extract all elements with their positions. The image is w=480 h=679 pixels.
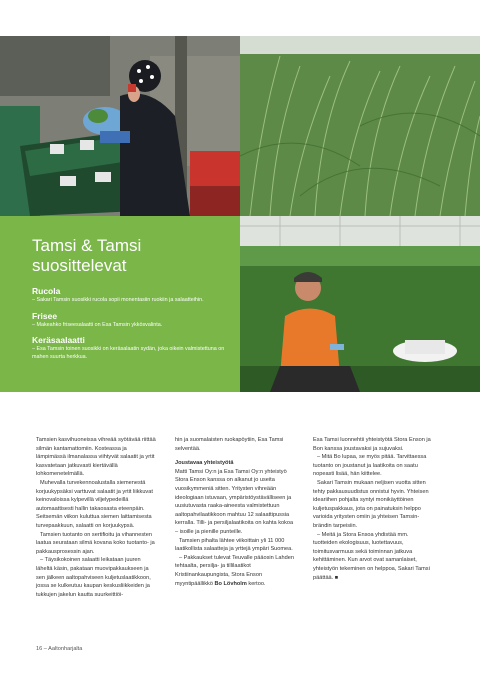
paragraph: Esa Tamsi luonnehtii yhteistyötä Stora Enson ja Bon kanssa joustavaksi ja sujuvaksi.	[313, 437, 431, 452]
panel-item-desc: – Sakari Tamsin suosikki rucola sopii monentasiin ruokiin ja salaatteihin.	[32, 297, 204, 303]
article-column-3	[313, 436, 433, 582]
paragraph-text: – Pakkaukset tulevat Teuvalle pääosin Lahden tehtaalta, persilja- ja tillilaatikot Kristiinankaupungista, Stora Enson myyntipäällikkö	[175, 554, 294, 587]
article-column-1	[36, 436, 156, 599]
person-name: Bo Lövholm	[214, 580, 247, 587]
paragraph: – Täysikokoinen salaatti leikataan juuren läheltä käsin, pakataan muovipakkaukseen ja sen jälkeen aaltopahviseen kuljetuslaatikkoon, jossa se kulkeutuu kaupan keskusliikkeiden ja tukkujen jakelun kautta suurkeittiöi-	[36, 557, 151, 598]
worker-illustration	[0, 36, 240, 216]
panel-item-desc: – Esa Tamsin toinen suosikki on keräsalaatin sydän, joka oikein valmistettuna on mahen suurta herkkua.	[32, 346, 225, 360]
paragraph: Matti Tamsi Oy:n ja Esa Tamsi Oy:n yhteistyö Stora Enson kanssa on alkanut jo useita vuosikymmeniä sitten. Yritysten vihreään ideologiaan istuvaan, ympäristöystävälliseen ja uusiutuvasta raaka-aineesta valmistettuun aaltopahvilaatikkoon mahtuu 12 salaattipussia kerralla. Tilli- ja persiljalaatikoita on kahta kokoa – isoille ja pienille punteille.	[175, 468, 294, 535]
fennel-illustration	[240, 36, 480, 216]
paragraph: Muhevalla turvekennoalustalla siemenestä korjuukypsäksi varttuvat salaatit ja yrtit liikkuvat keinovaloissa kylpevillä viljelypedeillä automaattisesti hallin takaosasta eteenpäin. Seitsemän viikon kuluttua siemen laittamisesta turvepaakkuun, salaatti on korjuukypsä.	[36, 479, 153, 529]
panel-title-line2: suosittelevat	[32, 256, 127, 275]
section-heading: Joustavaa yhteistyötä	[175, 460, 234, 467]
photo-fennel-field	[240, 36, 480, 216]
panel-item-kerasalaatti	[32, 335, 228, 361]
photo-woman-greenhouse	[240, 216, 480, 392]
panel-item-frisee	[32, 311, 228, 330]
panel-title	[32, 236, 228, 276]
page-footer: 16 – Aaltonharjalta	[36, 646, 83, 652]
panel-item-rucola	[32, 286, 228, 305]
paragraph: hin ja suomalaisten ruokapöytiin, Esa Tamsi selventää.	[175, 437, 284, 452]
photo-worker-packing-salad	[0, 36, 240, 216]
paragraph-tail: kertoo.	[248, 580, 266, 587]
panel-item-desc: – Makeahko friseesalaatti on Esa Tamsin ykkösvalinta.	[32, 321, 163, 328]
paragraph: Sakari Tamsin mukaan neljisen vuotta sitten tehty pakkausuudistus onnistui hyvin. Yhteisen ideariihen pohjalta syntyi monikäyttöinen kuljetuspakkaus, jota on painatuksin helppo varioida yritysten omiin ja yhteisen Tamsin-brändin tarpeisiin.	[313, 479, 429, 529]
paragraph: Tamsien pihalta lähtee viikoittain yli 11 000 laatikollista salaatteja ja yrttejä ympäri Suomea.	[175, 537, 293, 553]
panel-item-name: Frisee	[32, 310, 58, 321]
panel-item-name: Keräsaalaatti	[32, 335, 85, 345]
panel-title-line1: Tamsi & Tamsi	[32, 236, 142, 255]
paragraph: – Mitä Bo lupaa, se myös pitää. Tarvittaessa tuotanto on joustanut ja laatikoita on saatu nopeasti lisää, hän kiittelee.	[313, 454, 427, 478]
paragraph: Tamsien kasvihuoneissa vihreää syötävää riittää silmän kantamattomiin. Kosteassa ja lämpimässä ilmanalassa viihtyvät salaatit ja yrtit kasvatetaan jatkuvasti kiertävällä lohkomenetelmällä.	[36, 437, 156, 478]
panel-item-name: Rucola	[32, 286, 61, 296]
greenhouse-illustration	[240, 216, 480, 392]
paragraph: – Meitä ja Stora Ensoa yhdistää mm. tuotteiden ekologisuus, luotettavuus, toimitusvarmuus sekä toiminnan jatkuva kehittäminen. Kun arvot ovat samanlaiset, yhteistyön tekeminen on helppoa, Sakari Tamsi päättää. ■	[313, 531, 430, 581]
article-column-2	[175, 436, 295, 588]
recommendation-panel	[0, 216, 240, 392]
paragraph	[175, 554, 295, 588]
paragraph: Tamsien tuotanto on sertifioitu ja vihannesten laatua seurataan silmä kovana koko tuotanto- ja pakkausprosessin ajan.	[36, 531, 155, 555]
